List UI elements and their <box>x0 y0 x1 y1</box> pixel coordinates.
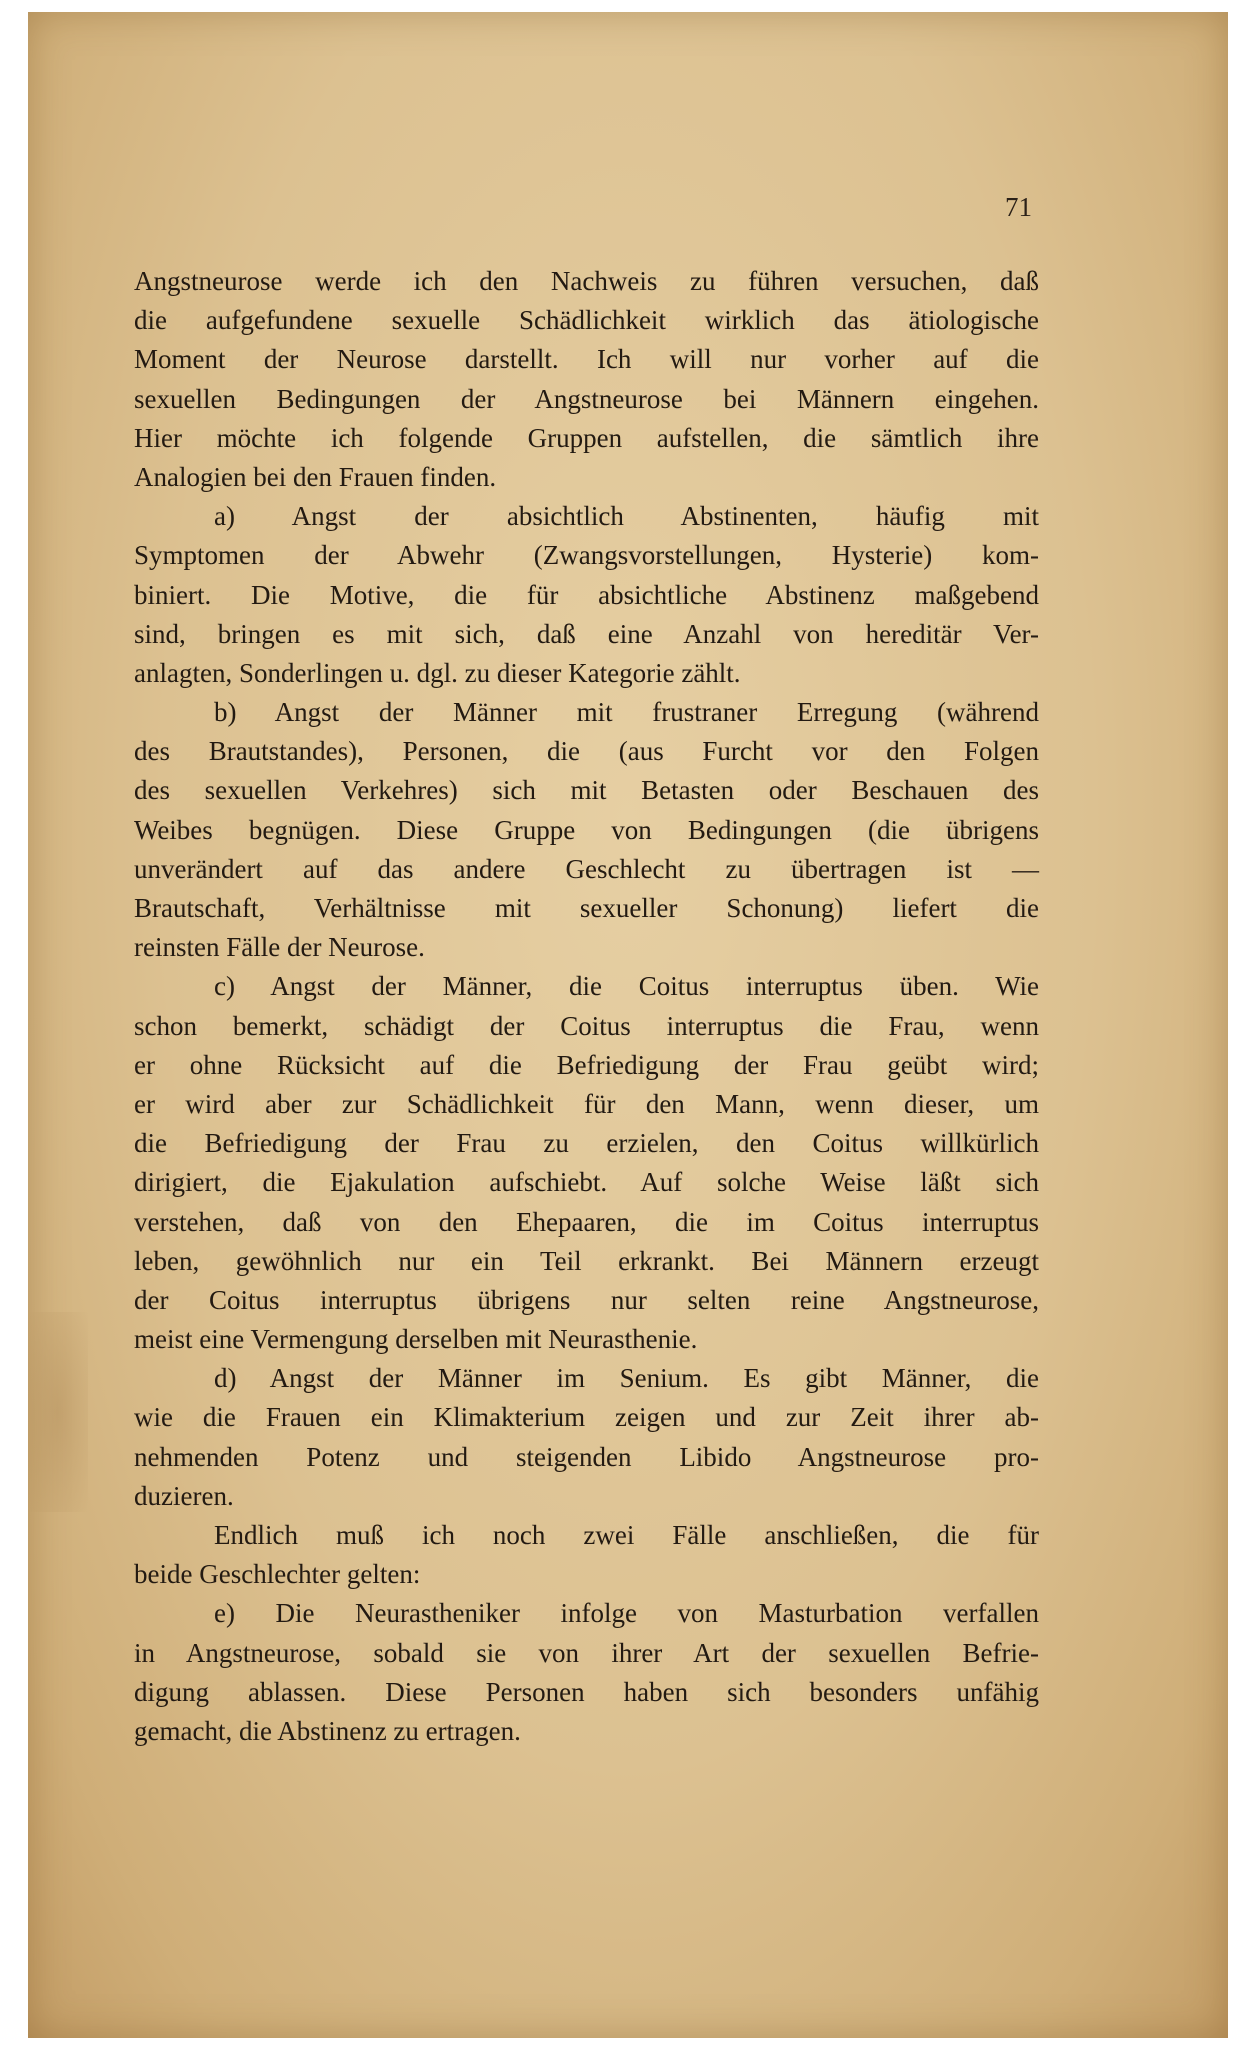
text-line: Angstneurose werde ich den Nachweis zu führen versuchen, daß <box>134 266 1039 296</box>
text-line: des Brautstandes), Personen, die (aus Furcht vor den Folgen <box>134 736 1039 767</box>
text-line: er wird aber zur Schädlichkeit für den Mann, wenn dieser, um <box>134 1088 1039 1119</box>
text-line: nehmenden Potenz und steigenden Libido Angstneurose pro- <box>134 1441 1039 1472</box>
text-line: e) Die Neurastheniker infolge von Masturbation verfallen <box>214 1598 1039 1629</box>
paper-stain <box>28 1312 88 1512</box>
text-line: biniert. Die Motive, die für absichtliche Abstinenz maßgebend <box>134 579 1039 610</box>
text-line: wie die Frauen ein Klimakterium zeigen und zur Zeit ihrer ab- <box>134 1402 1039 1433</box>
text-line: b) Angst der Männer mit frustraner Erregung (während <box>214 697 1039 728</box>
text-line: beide Geschlechter gelten: <box>134 1559 421 1590</box>
text-line: die aufgefundene sexuelle Schädlichkeit wirklich das ätiologische <box>134 305 1039 336</box>
text-line: in Angstneurose, sobald sie von ihrer Art der sexuellen Befrie- <box>134 1637 1039 1668</box>
text-line: die Befriedigung der Frau zu erzielen, den Coitus willkürlich <box>134 1128 1039 1159</box>
text-line: der Coitus interruptus übrigens nur selten reine Angstneurose, <box>134 1284 1039 1315</box>
text-line: gemacht, die Abstinenz zu ertragen. <box>134 1715 521 1746</box>
text-line: Hier möchte ich folgende Gruppen aufstellen, die sämtlich ihre <box>134 422 1039 453</box>
text-line: verstehen, daß von den Ehepaaren, die im Coitus interruptus <box>134 1206 1039 1237</box>
text-line: leben, gewöhnlich nur ein Teil erkrankt. Bei Männern erzeugt <box>134 1245 1039 1276</box>
text-line: er ohne Rücksicht auf die Befriedigung der Frau geübt wird; <box>134 1049 1039 1080</box>
text-line: sexuellen Bedingungen der Angstneurose bei Männern eingehen. <box>134 383 1039 414</box>
text-line: meist eine Vermengung derselben mit Neurasthenie. <box>134 1324 698 1355</box>
body-text <box>134 262 1039 1751</box>
text-line: unverändert auf das andere Geschlecht zu übertragen ist — <box>134 853 1039 884</box>
text-line: duzieren. <box>134 1480 234 1511</box>
text-line: dirigiert, die Ejakulation aufschiebt. Auf solche Weise läßt sich <box>134 1167 1039 1198</box>
text-line: Weibes begnügen. Diese Gruppe von Bedingungen (die übrigens <box>134 814 1039 845</box>
text-line: digung ablassen. Diese Personen haben sich besonders unfähig <box>134 1676 1039 1707</box>
text-line: reinsten Fälle der Neurose. <box>134 932 425 963</box>
text-line: Brautschaft, Verhältnisse mit sexueller Schonung) liefert die <box>134 893 1039 923</box>
page-number: 71 <box>1005 192 1032 222</box>
text-line: c) Angst der Männer, die Coitus interruptus üben. Wie <box>214 971 1039 1002</box>
text-line: Endlich muß ich noch zwei Fälle anschließen, die für <box>214 1520 1039 1550</box>
text-line: a) Angst der absichtlich Abstinenten, häufig mit <box>214 501 1039 532</box>
text-line: d) Angst der Männer im Senium. Es gibt Männer, die <box>214 1363 1039 1394</box>
text-line: Symptomen der Abwehr (Zwangsvorstellungen, Hysterie) kom- <box>134 540 1039 571</box>
text-line: schon bemerkt, schädigt der Coitus interruptus die Frau, wenn <box>134 1010 1039 1041</box>
text-line: anlagten, Sonderlingen u. dgl. zu dieser Kategorie zählt. <box>134 657 741 688</box>
text-line: Moment der Neurose darstellt. Ich will nur vorher auf die <box>134 344 1039 375</box>
text-line: des sexuellen Verkehres) sich mit Betasten oder Beschauen des <box>134 775 1039 806</box>
text-line: sind, bringen es mit sich, daß eine Anzahl von hereditär Ver- <box>134 618 1039 649</box>
text-line: Analogien bei den Frauen finden. <box>134 461 497 492</box>
